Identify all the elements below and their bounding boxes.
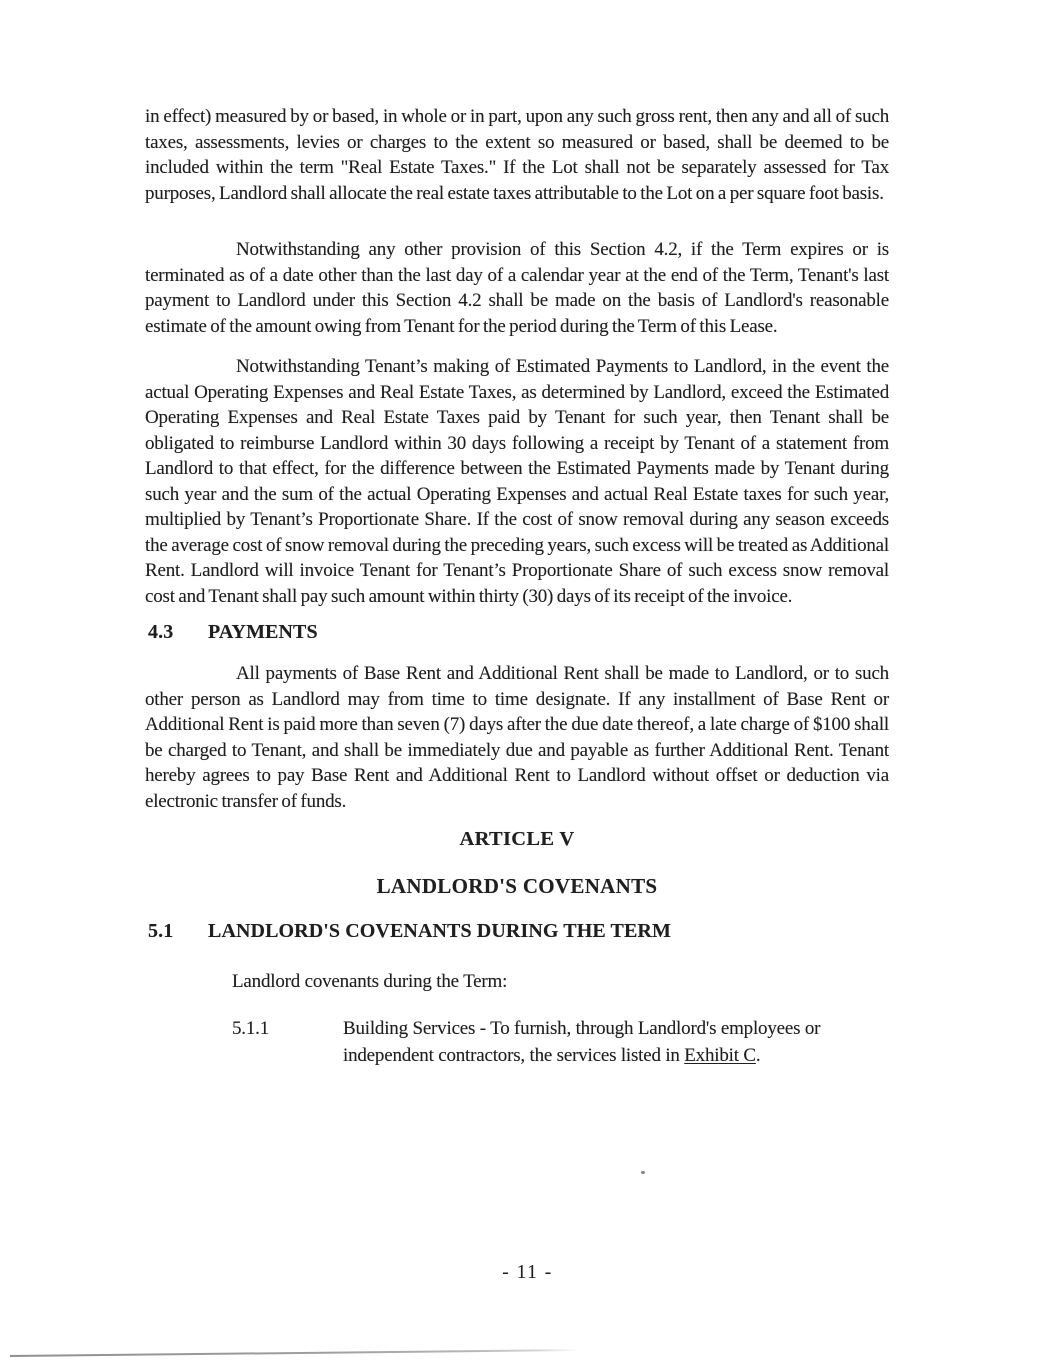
scan-artifact-dot xyxy=(641,1171,645,1174)
section-title-payments: PAYMENTS xyxy=(208,621,318,643)
paragraph-estimated-payments-reconciliation: Notwithstanding Tenant’s making of Estimated Payments to Landlord, in the event the actual Operating Expenses and Real Estate Taxes, as determined by Landlord, exceed the Estimated Operating Expenses and Real Estate Taxes paid by Tenant for such year, then Tenant shall be obligated to reimburse Landlord within 30 days following a receipt by Tenant of a statement from Landlord to that effect, for the difference between the Estimated Payments made by Tenant during such year and the sum of the actual Operating Expenses and actual Real Estate taxes for such year, multiplied by Tenant’s Proportionate Share. If the cost of snow removal during any season exceeds the average cost of snow removal during the preceding years, such excess will be treated as Additional Rent. Landlord will invoice Tenant for Tenant’s Proportionate Share of such excess snow removal cost and Tenant shall pay such amount within thirty (30) days of its receipt of the invoice. xyxy=(145,356,889,607)
page-number: - 11 - xyxy=(502,1262,553,1283)
clause-number-5-1-1: 5.1.1 xyxy=(232,1018,270,1039)
article-v-title: ARTICLE V xyxy=(459,828,575,850)
paragraph-payments-terms: All payments of Base Rent and Additional Rent shall be made to Landlord, or to such other person as Landlord may from time to time designate. If any installment of Base Rent or Additional Rent is paid more than seven (7) days after the due date thereof, a late charge of $100 shall be charged to Tenant, and shall be immediately due and payable as further Additional Rent. Tenant hereby agrees to pay Base Rent and Additional Rent to Landlord without offset or deduction via electronic transfer of funds. xyxy=(145,663,889,812)
exhibit-c-reference: Exhibit C xyxy=(684,1044,756,1066)
article-v-subtitle: LANDLORD'S COVENANTS xyxy=(376,874,658,898)
section-number-4-3: 4.3 xyxy=(148,621,174,643)
paragraph-real-estate-taxes-continuation: in effect) measured by or based, in whole or in part, upon any such gross rent, then any and all of such taxes, assessments, levies or charges to the extent so measured or based, shall be deemed to be included within the term "Real Estate Taxes." If the Lot shall not be separately assessed for Tax purposes, Landlord shall allocate the real estate taxes attributable to the Lot on a per square foot basis. xyxy=(145,106,889,204)
clause-5-1-1-text-after: . xyxy=(755,1044,761,1066)
section-title-landlords-covenants-during-term: LANDLORD'S COVENANTS DURING THE TERM xyxy=(208,920,671,942)
clause-5-1-1-text-before: Building Services - To furnish, through Landlord's employees or independent contractors, the services listed in xyxy=(343,1018,821,1066)
section-number-5-1: 5.1 xyxy=(148,920,174,942)
covenants-intro-line: Landlord covenants during the Term: xyxy=(232,971,508,992)
section-heading-4-3 xyxy=(145,619,889,645)
scan-artifact-line xyxy=(10,1349,578,1357)
paragraph-section-4-2-term-expiry: Notwithstanding any other provision of this Section 4.2, if the Term expires or is terminated as of a date other than the last day of a calendar year at the end of the Term, Tenant's last payment to Landlord under this Section 4.2 shall be made on the basis of Landlord's reasonable estimate of the amount owing from Tenant for the period during the Term of this Lease. xyxy=(145,239,889,337)
clause-5-1-1 xyxy=(232,1016,889,1069)
clause-5-1-1-text xyxy=(343,1016,889,1069)
section-heading-5-1 xyxy=(145,918,889,944)
text-column xyxy=(145,104,889,1069)
